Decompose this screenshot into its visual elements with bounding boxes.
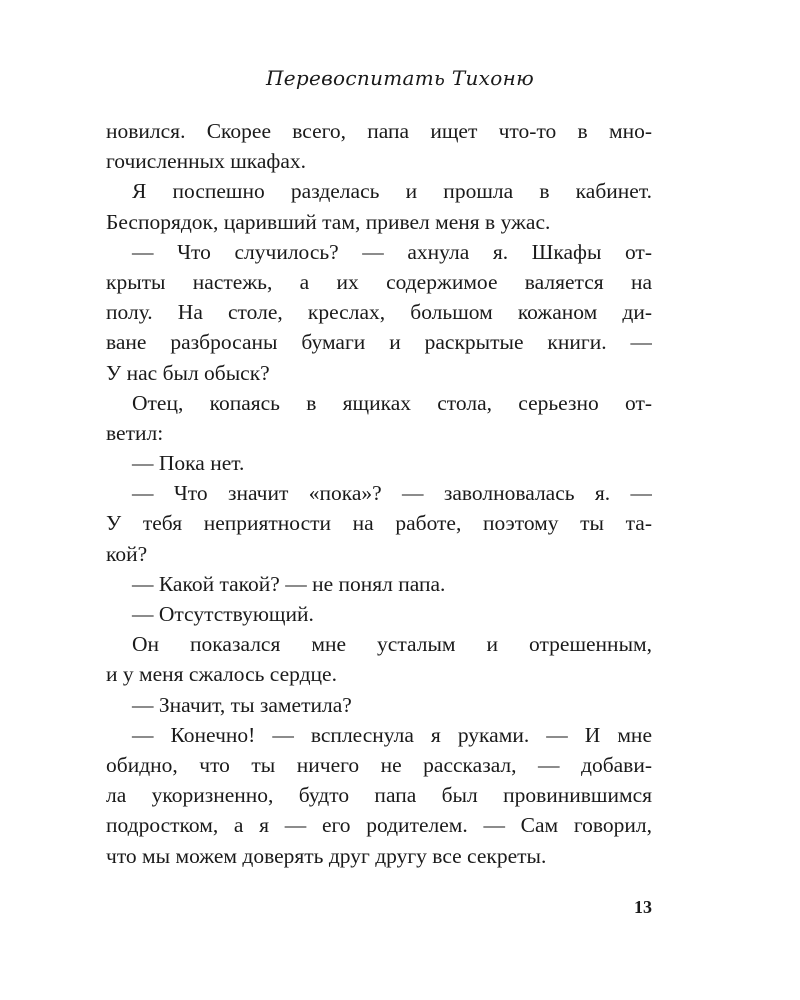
body-text <box>106 116 652 871</box>
text-line: ла укоризненно, будто папа был провинившимся <box>106 783 652 808</box>
text-line: что мы можем доверять друг другу все секреты. <box>106 843 547 868</box>
text-line: — Какой такой? — не понял папа. <box>132 571 446 596</box>
text-line: — Конечно! — всплеснула я руками. — И мне <box>132 722 652 747</box>
text-line: — Отсутствующий. <box>132 602 314 626</box>
text-line: обидно, что ты ничего не рассказал, — добави- <box>106 752 652 777</box>
text-line: кой? <box>106 541 148 566</box>
text-line: — Пока нет. <box>132 451 245 476</box>
text-line: полу. На столе, креслах, большом кожаном ди- <box>106 300 652 325</box>
text-line: У тебя неприятности на работе, поэтому ты та- <box>106 511 652 536</box>
text-line: крыты настежь, а их содержимое валяется на <box>106 269 652 294</box>
text-line: У нас был обыск? <box>106 360 270 385</box>
text-line: новился. Скорее всего, папа ищет что-то в мно- <box>106 119 652 143</box>
text-line: ване разбросаны бумаги и раскрытые книги. — <box>106 330 652 355</box>
text-line: подростком, а я — его родителем. — Сам говорил, <box>106 813 652 838</box>
text-line: ветил: <box>106 420 164 445</box>
text-line: Отец, копаясь в ящиках стола, серьезно от- <box>132 390 652 415</box>
text-line: и у меня сжалось сердце. <box>106 662 337 687</box>
text-line: — Значит, ты заметила? <box>132 692 352 717</box>
page-number: 13 <box>634 897 652 917</box>
running-head: Перевоспитать Тихоню <box>266 66 534 90</box>
text-line: гочисленных шкафах. <box>106 149 307 174</box>
text-line: — Что случилось? — ахнула я. Шкафы от- <box>132 239 652 264</box>
text-line: Он показался мне усталым и отрешенным, <box>132 632 652 657</box>
text-line: — Что значит «пока»? — заволновалась я. — <box>132 481 652 506</box>
text-line: Я поспешно разделась и прошла в кабинет. <box>132 179 652 204</box>
text-line: Беспорядок, царивший там, привел меня в ужас. <box>106 209 551 234</box>
